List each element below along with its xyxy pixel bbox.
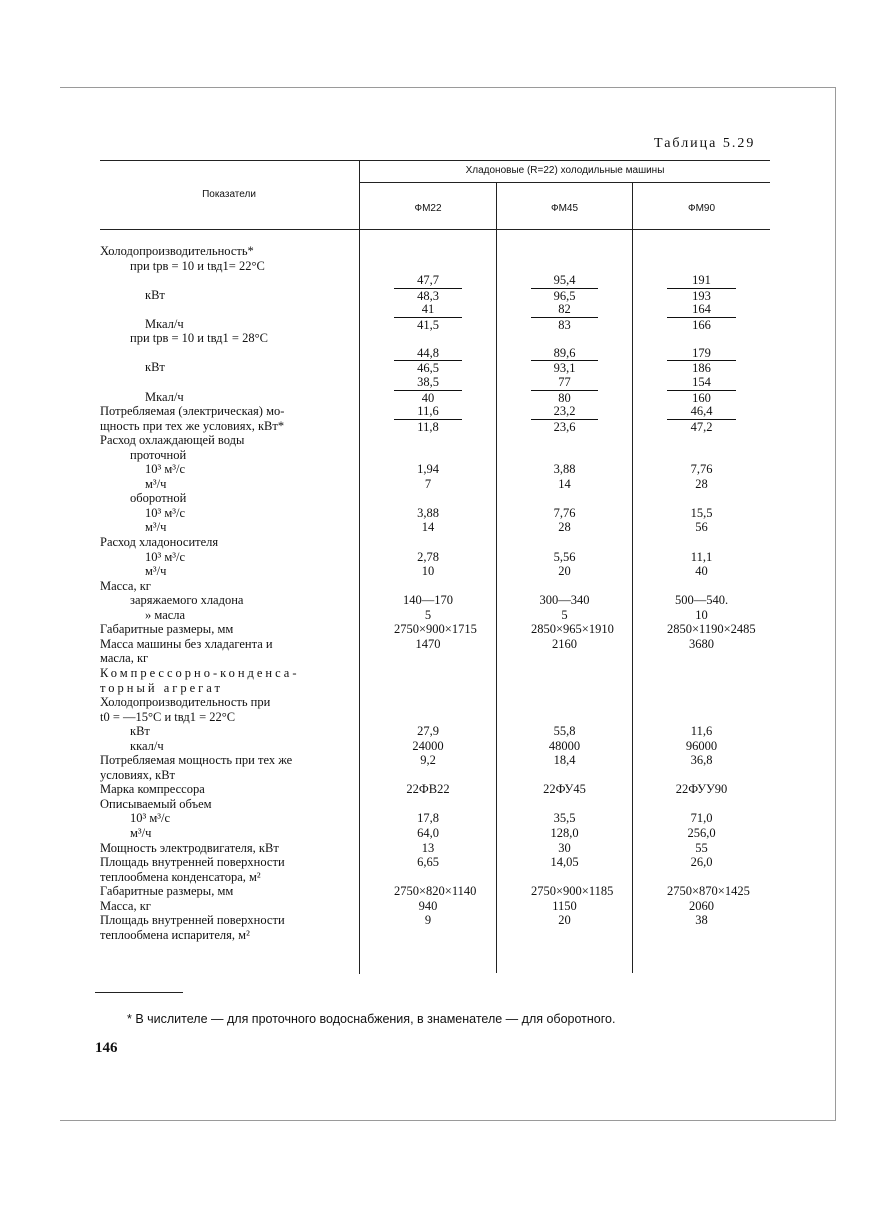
row-label: Потребляемая мощность при тех же: [100, 753, 293, 768]
row-label: Холодопроизводительность*: [100, 244, 254, 258]
cell-value: 2750×870×1425: [667, 884, 750, 899]
row-label: Потребляемая (электрическая) мо-: [100, 404, 285, 419]
cell-value: 14: [421, 520, 435, 535]
row-label: Холодопроизводительность при: [100, 695, 271, 710]
row-label: м³/ч: [145, 564, 167, 579]
cell-value: 26,0: [690, 855, 713, 870]
column-divider-2: [496, 183, 497, 973]
cell-value: 11,8: [394, 419, 462, 434]
cell-value: 40: [695, 564, 708, 579]
cell-value: 10: [421, 564, 435, 579]
cell-value: 11,6: [417, 404, 439, 419]
row-label: м³/ч: [145, 476, 167, 491]
row-label: Мощность электродвигателя, кВт: [100, 840, 279, 855]
row-label: Масса, кг: [100, 578, 151, 593]
row-label: кВт: [145, 287, 165, 302]
column-divider-1: [359, 160, 360, 974]
cell-value: 9,2: [420, 753, 436, 768]
column-divider-3: [632, 183, 633, 973]
cell-value: 3680: [689, 636, 714, 651]
cell-value: 20: [558, 913, 571, 928]
group-header-rule: [360, 182, 770, 183]
row-label: Мкал/ч: [145, 316, 184, 331]
cell-value: 47,2: [667, 419, 736, 434]
header-bottom-rule: [100, 229, 770, 230]
header-column-fm90: ФМ90: [687, 203, 716, 214]
row-label: заряжаемого хладона: [130, 593, 244, 608]
cell-value: 7: [424, 476, 432, 491]
header-group: Хладоновые (R=22) холодильные машины: [465, 165, 665, 176]
cell-value: 38: [695, 913, 708, 928]
cell-value: 22ФУ45: [543, 782, 586, 797]
cell-value: 20: [558, 564, 571, 579]
row-label: проточной: [130, 447, 187, 462]
cell-value: 2850×1190×2485: [667, 622, 756, 637]
header-column-fm45: ФМ45: [550, 203, 579, 214]
row-label: 10³ м³/с: [145, 505, 186, 520]
cell-value: 96000: [685, 738, 718, 753]
row-label: условиях, кВт: [100, 767, 175, 782]
row-label: Расход хладоносителя: [100, 535, 219, 549]
cell-value: 128,0: [550, 826, 579, 840]
cell-value: 1,94: [417, 462, 439, 477]
cell-value: 23,6: [531, 419, 598, 434]
cell-value: 5,56: [553, 549, 576, 564]
cell-value: 55: [695, 840, 708, 855]
cell-value: 166: [667, 317, 736, 332]
cell-value: 14: [558, 476, 571, 491]
cell-value: 14,05: [550, 855, 579, 870]
row-label: щность при тех же условиях, кВт*: [100, 418, 285, 433]
cell-value: 256,0: [687, 826, 716, 840]
row-label: при tрв = 10 и tвд1= 22°C: [130, 258, 265, 273]
cell-value: 164: [692, 302, 711, 317]
cell-value: 179: [692, 345, 711, 360]
row-label: t0 = —15°C и tвд1 = 22°C: [100, 709, 236, 724]
row-label: теплообмена конденсатора, м²: [100, 869, 261, 884]
cell-value: 77: [558, 374, 571, 389]
cell-value: 5: [424, 607, 432, 622]
row-label: Площадь внутренней поверхности: [100, 855, 285, 870]
cell-value: 13: [421, 840, 435, 855]
page-number: 146: [95, 1040, 118, 1056]
row-label: кВт: [130, 724, 150, 739]
cell-value: 28: [558, 520, 571, 535]
cell-value: 5: [561, 607, 568, 622]
cell-value: 40: [394, 390, 462, 405]
row-label: Габаритные размеры, мм: [100, 884, 234, 899]
row-label: Марка компрессора: [100, 782, 205, 797]
cell-value: 2750×820×1140: [394, 884, 477, 899]
cell-value: 193: [667, 288, 736, 303]
row-label: торный агрегат: [100, 680, 223, 695]
cell-value: 47,7: [417, 273, 439, 288]
cell-value: 83: [531, 317, 598, 332]
row-label: Габаритные размеры, мм: [100, 622, 234, 637]
cell-value: 1150: [552, 898, 577, 913]
cell-value: 96,5: [531, 288, 598, 303]
cell-value: 71,0: [690, 811, 713, 826]
cell-value: 22ФУУ90: [675, 782, 728, 797]
cell-value: 6,65: [417, 855, 439, 870]
row-label: Компрессорно-конденса-: [100, 665, 300, 680]
footnote: * В числителе — для проточного водоснабжения, в знаменателе — для оборотного.: [127, 1012, 616, 1026]
cell-value: 2850×965×1910: [531, 622, 614, 637]
cell-value: 35,5: [553, 811, 576, 826]
cell-value: 9: [424, 913, 432, 928]
cell-value: 11,1: [690, 549, 713, 564]
row-label: Площадь внутренней поверхности: [100, 913, 285, 928]
cell-value: 154: [692, 374, 711, 389]
cell-value: 46,4: [690, 404, 713, 419]
cell-value: 17,8: [417, 811, 439, 826]
cell-value: 2750×900×1715: [394, 622, 477, 637]
cell-value: 7,76: [690, 462, 713, 477]
cell-value: 2060: [689, 898, 714, 913]
cell-value: 940: [418, 898, 438, 913]
cell-value: 500—540.: [674, 593, 729, 608]
cell-value: 3,88: [553, 462, 576, 477]
scan-frame-right: [835, 87, 836, 1121]
cell-value: 48000: [548, 738, 581, 753]
cell-value: 36,8: [690, 753, 713, 768]
row-label: 10³ м³/с: [130, 811, 171, 826]
cell-value: 3,88: [417, 505, 439, 520]
row-label: масла, кг: [100, 651, 149, 666]
cell-value: 93,1: [531, 360, 598, 375]
header-row-label: Показатели: [202, 189, 256, 200]
cell-value: 56: [695, 520, 708, 535]
cell-value: 1470: [415, 636, 441, 651]
header-column-fm22: ФМ22: [414, 203, 442, 214]
cell-value: 27,9: [417, 724, 439, 739]
row-label: м³/ч: [130, 826, 152, 840]
row-label: ккал/ч: [130, 738, 164, 753]
cell-value: 64,0: [417, 826, 439, 840]
cell-value: 23,2: [553, 404, 576, 419]
cell-value: 41: [421, 302, 435, 317]
table-top-rule: [100, 160, 770, 161]
cell-value: 300—340: [539, 593, 590, 608]
row-label: Масса, кг: [100, 898, 151, 913]
cell-value: 82: [558, 302, 571, 317]
footnote-rule: [95, 992, 183, 993]
cell-value: 191: [692, 273, 711, 288]
row-label: 10³ м³/с: [145, 549, 186, 564]
cell-value: 18,4: [553, 753, 576, 768]
cell-value: 186: [667, 360, 736, 375]
row-label: Мкал/ч: [145, 389, 184, 404]
cell-value: 95,4: [553, 273, 576, 288]
cell-value: 140—170: [403, 593, 453, 608]
cell-value: 48,3: [394, 288, 462, 303]
cell-value: 7,76: [553, 505, 576, 520]
cell-value: 30: [558, 840, 571, 855]
cell-value: 24000: [412, 738, 444, 753]
cell-value: 44,8: [417, 345, 439, 360]
cell-value: 89,6: [553, 345, 576, 360]
scan-frame-top: [60, 87, 836, 88]
scan-frame-bottom: [60, 1120, 836, 1121]
table-caption: Таблица 5.29: [654, 136, 756, 151]
cell-value: 2160: [552, 636, 577, 651]
row-label: теплообмена испарителя, м²: [100, 927, 250, 942]
row-label: Расход охлаждающей воды: [100, 433, 245, 448]
cell-value: 10: [695, 607, 708, 622]
cell-value: 15,5: [690, 505, 713, 520]
row-label: 10³ м³/с: [145, 462, 186, 477]
cell-value: 28: [695, 476, 708, 491]
row-label: Описываемый объем: [100, 796, 212, 811]
cell-value: 11,6: [690, 724, 713, 739]
row-label: м³/ч: [145, 520, 167, 535]
row-label: при tрв = 10 и tвд1 = 28°C: [130, 331, 268, 346]
row-label: » масла: [145, 607, 186, 622]
cell-value: 160: [667, 390, 736, 405]
cell-value: 41,5: [394, 317, 462, 332]
cell-value: 46,5: [394, 360, 462, 375]
cell-value: 80: [531, 390, 598, 405]
cell-value: 22ФВ22: [406, 782, 450, 797]
cell-value: 38,5: [417, 374, 439, 389]
cell-value: 2,78: [417, 549, 439, 564]
row-label: оборотной: [130, 491, 187, 506]
row-label: кВт: [145, 360, 165, 375]
cell-value: 55,8: [553, 724, 576, 739]
row-label: Масса машины без хладагента и: [100, 636, 273, 651]
cell-value: 2750×900×1185: [531, 884, 614, 899]
